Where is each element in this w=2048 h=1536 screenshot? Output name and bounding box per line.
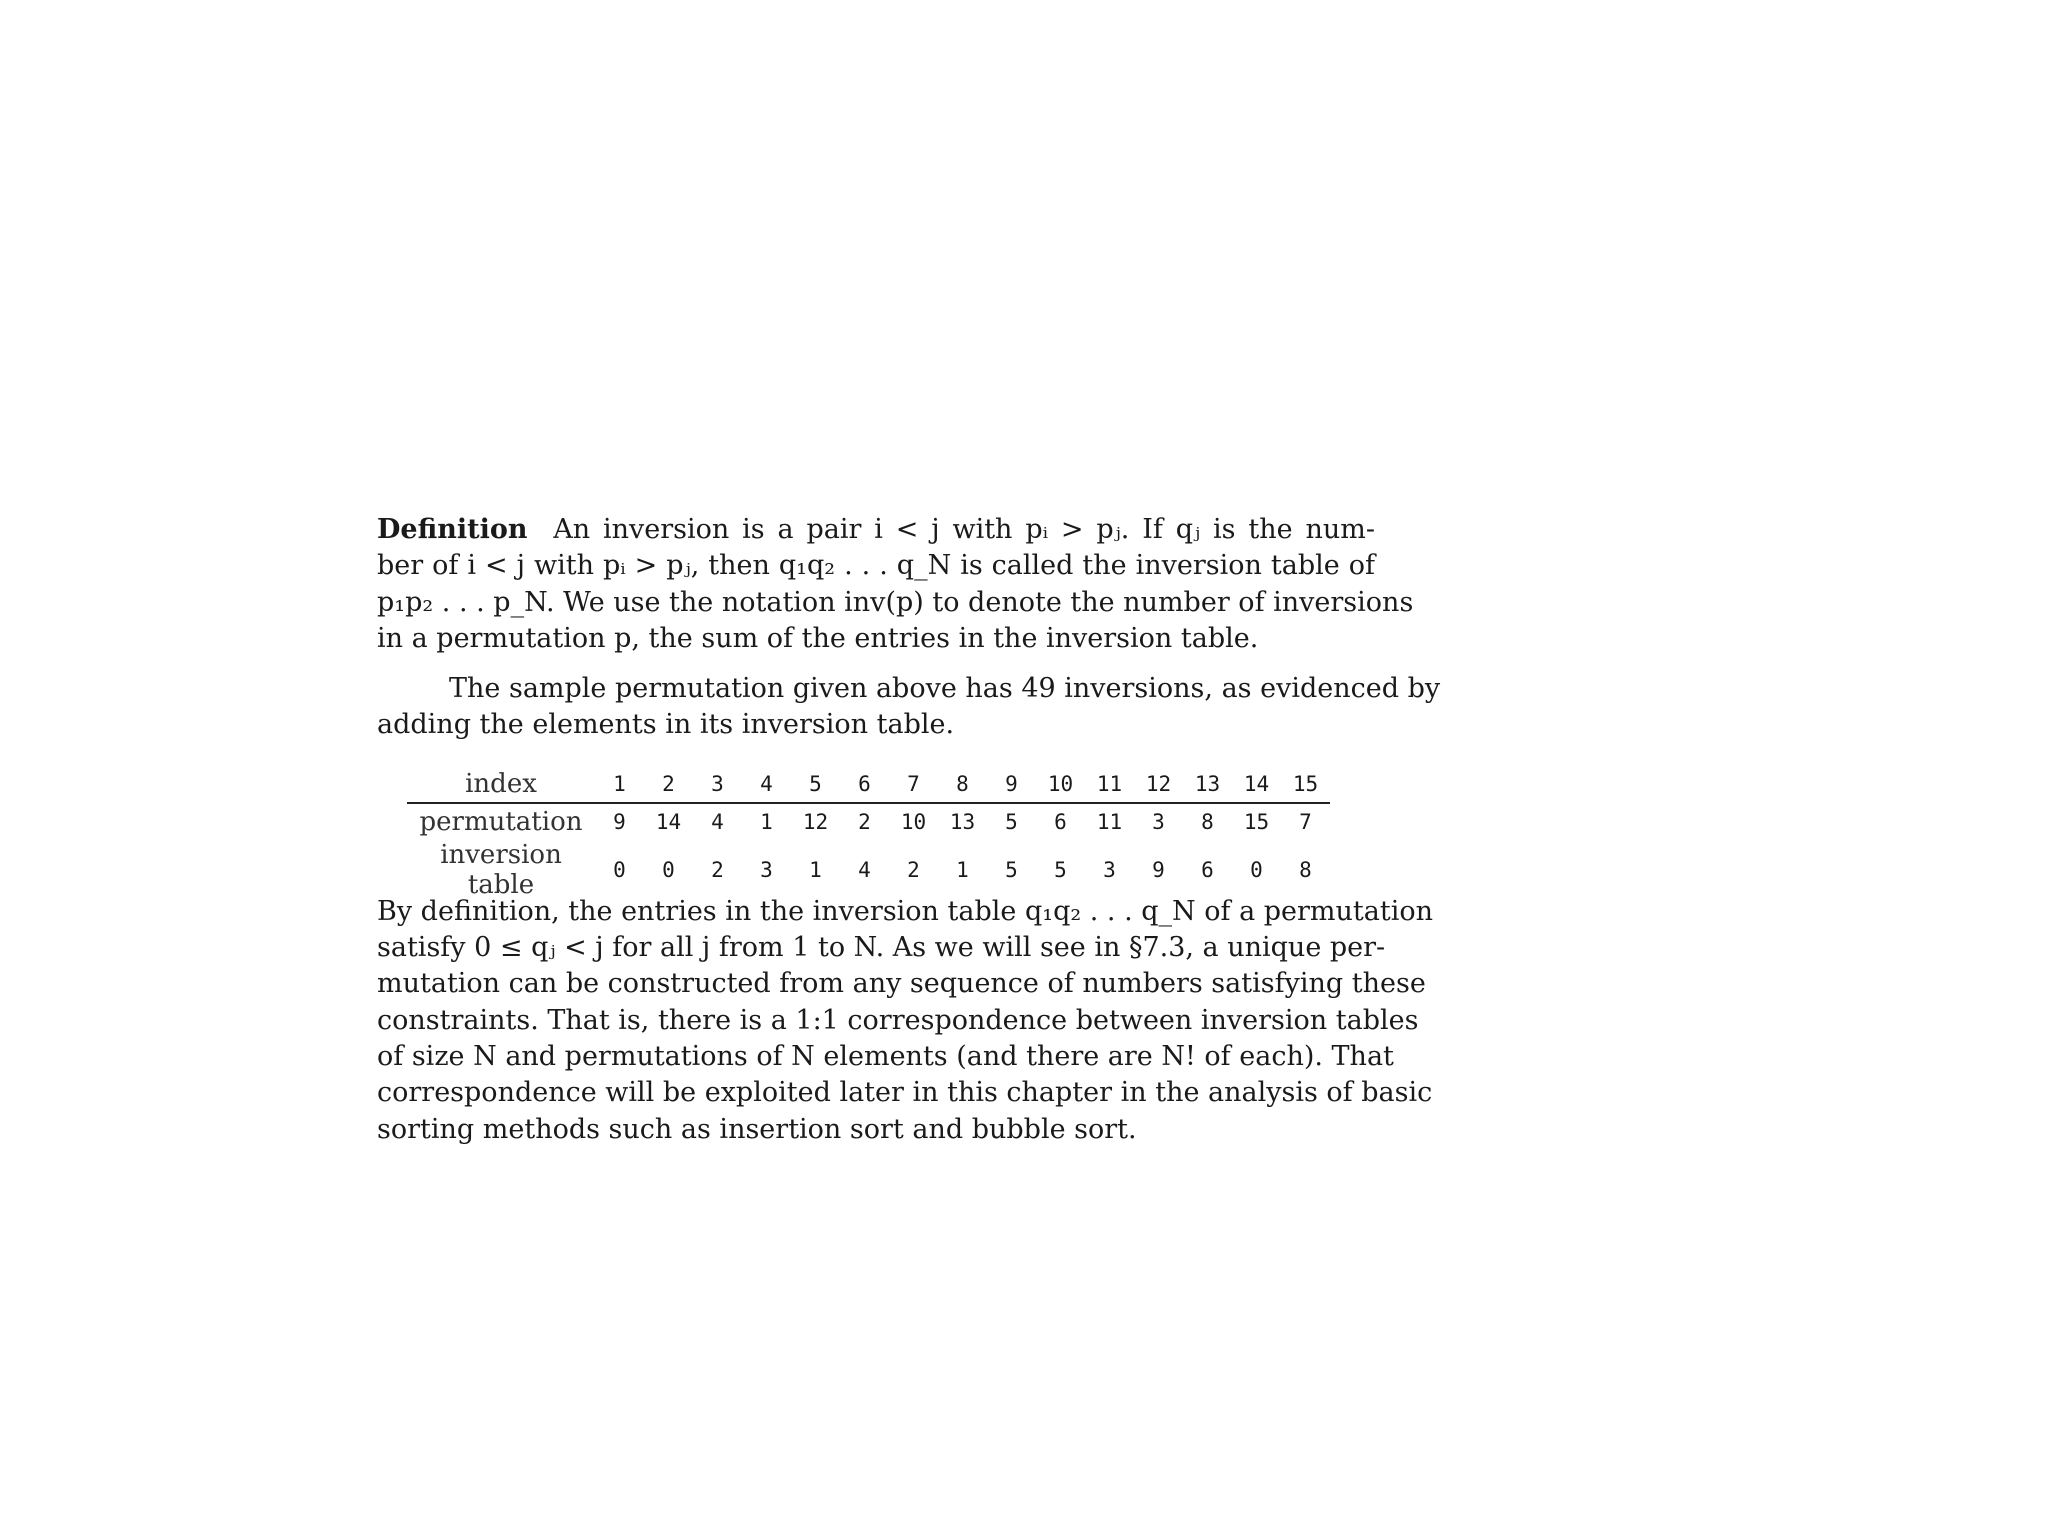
sample-line-1: The sample permutation given above has 49 inversions, as evidenced by xyxy=(449,673,1441,705)
permutation-cell: 4 xyxy=(711,809,724,834)
index-cell: 11 xyxy=(1085,766,1134,803)
inversion-cell: 1 xyxy=(956,857,969,882)
inversion-cell: 2 xyxy=(711,857,724,882)
table-row-index xyxy=(407,766,1330,803)
permutation-cell: 14 xyxy=(655,809,682,834)
closing-line-1: By definition, the entries in the inversion table q₁q₂ . . . q_N of a permutation xyxy=(377,895,1433,927)
sample-paragraph xyxy=(377,671,1441,744)
inversion-cell: 5 xyxy=(1054,857,1067,882)
inversion-cell: 4 xyxy=(858,857,871,882)
inversion-cell: 0 xyxy=(1250,857,1263,882)
row-label-permutation: permutation xyxy=(419,806,583,837)
inversion-cell: 9 xyxy=(1152,857,1165,882)
definition-heading: Definition xyxy=(377,514,528,545)
permutation-cell: 2 xyxy=(858,809,871,834)
permutation-cell: 10 xyxy=(900,809,927,834)
index-cell: 5 xyxy=(791,766,840,803)
permutation-cell: 13 xyxy=(949,809,976,834)
index-cell: 7 xyxy=(889,766,938,803)
permutation-cell: 7 xyxy=(1299,809,1312,834)
closing-line-7: sorting methods such as insertion sort and bubble sort. xyxy=(377,1113,1137,1145)
index-cell: 8 xyxy=(938,766,987,803)
definition-line-4: in a permutation p, the sum of the entries in the inversion table. xyxy=(377,622,1259,654)
inversion-cell: 3 xyxy=(1103,857,1116,882)
permutation-cell: 9 xyxy=(613,809,626,834)
permutation-cell: 6 xyxy=(1054,809,1067,834)
inversion-table xyxy=(407,766,1330,900)
closing-line-3: mutation can be constructed from any sequence of numbers satisfying these xyxy=(377,968,1426,1000)
permutation-cell: 3 xyxy=(1152,809,1165,834)
inversion-cell: 1 xyxy=(809,857,822,882)
row-label-inversion-table: inversion table xyxy=(440,839,562,900)
permutation-cell: 8 xyxy=(1201,809,1214,834)
closing-line-6: correspondence will be exploited later in this chapter in the analysis of basic xyxy=(377,1077,1433,1109)
definition-paragraph xyxy=(377,512,1414,657)
index-cell: 3 xyxy=(693,766,742,803)
table-row-permutation xyxy=(407,803,1330,840)
permutation-cell: 15 xyxy=(1243,809,1270,834)
inversion-cell: 8 xyxy=(1299,857,1312,882)
closing-paragraph xyxy=(377,894,1433,1148)
page-content xyxy=(377,512,1441,1148)
inversion-cell: 5 xyxy=(1005,857,1018,882)
index-cell: 4 xyxy=(742,766,791,803)
row-label-index: index xyxy=(407,766,595,803)
index-cell: 2 xyxy=(644,766,693,803)
index-cell: 13 xyxy=(1183,766,1232,803)
inversion-cell: 2 xyxy=(907,857,920,882)
closing-line-2: satisfy 0 ≤ qⱼ < j for all j from 1 to N. As we will see in §7.3, a unique per- xyxy=(377,932,1386,964)
closing-line-4: constraints. That is, there is a 1:1 correspondence between inversion tables xyxy=(377,1004,1419,1036)
definition-line-3: p₁p₂ . . . p_N. We use the notation inv(p) to denote the number of inversions xyxy=(377,586,1414,618)
closing-line-5: of size N and permutations of N elements (and there are N! of each). That xyxy=(377,1040,1394,1072)
inversion-cell: 6 xyxy=(1201,857,1214,882)
index-cell: 10 xyxy=(1036,766,1085,803)
index-cell: 1 xyxy=(595,766,644,803)
inversion-cell: 3 xyxy=(760,857,773,882)
permutation-cell: 12 xyxy=(802,809,829,834)
inversion-cell: 0 xyxy=(662,857,675,882)
index-cell: 12 xyxy=(1134,766,1183,803)
permutation-cell: 1 xyxy=(760,809,773,834)
permutation-cell: 5 xyxy=(1005,809,1018,834)
definition-line-1 xyxy=(377,512,1375,548)
definition-line-2: ber of i < j with pᵢ > pⱼ, then q₁q₂ . . . q_N is called the inversion table of xyxy=(377,550,1375,582)
index-cell: 14 xyxy=(1232,766,1281,803)
index-cell: 15 xyxy=(1281,766,1330,803)
permutation-cell: 11 xyxy=(1096,809,1123,834)
index-cell: 6 xyxy=(840,766,889,803)
table-row-inversion xyxy=(407,840,1330,900)
index-cell: 9 xyxy=(987,766,1036,803)
inversion-cell: 0 xyxy=(613,857,626,882)
definition-line-1-text: An inversion is a pair i < j with pᵢ > pⱼ. If qⱼ is the num- xyxy=(553,514,1375,545)
sample-line-2: adding the elements in its inversion table. xyxy=(377,709,955,741)
inversion-table-figure xyxy=(377,766,1375,900)
